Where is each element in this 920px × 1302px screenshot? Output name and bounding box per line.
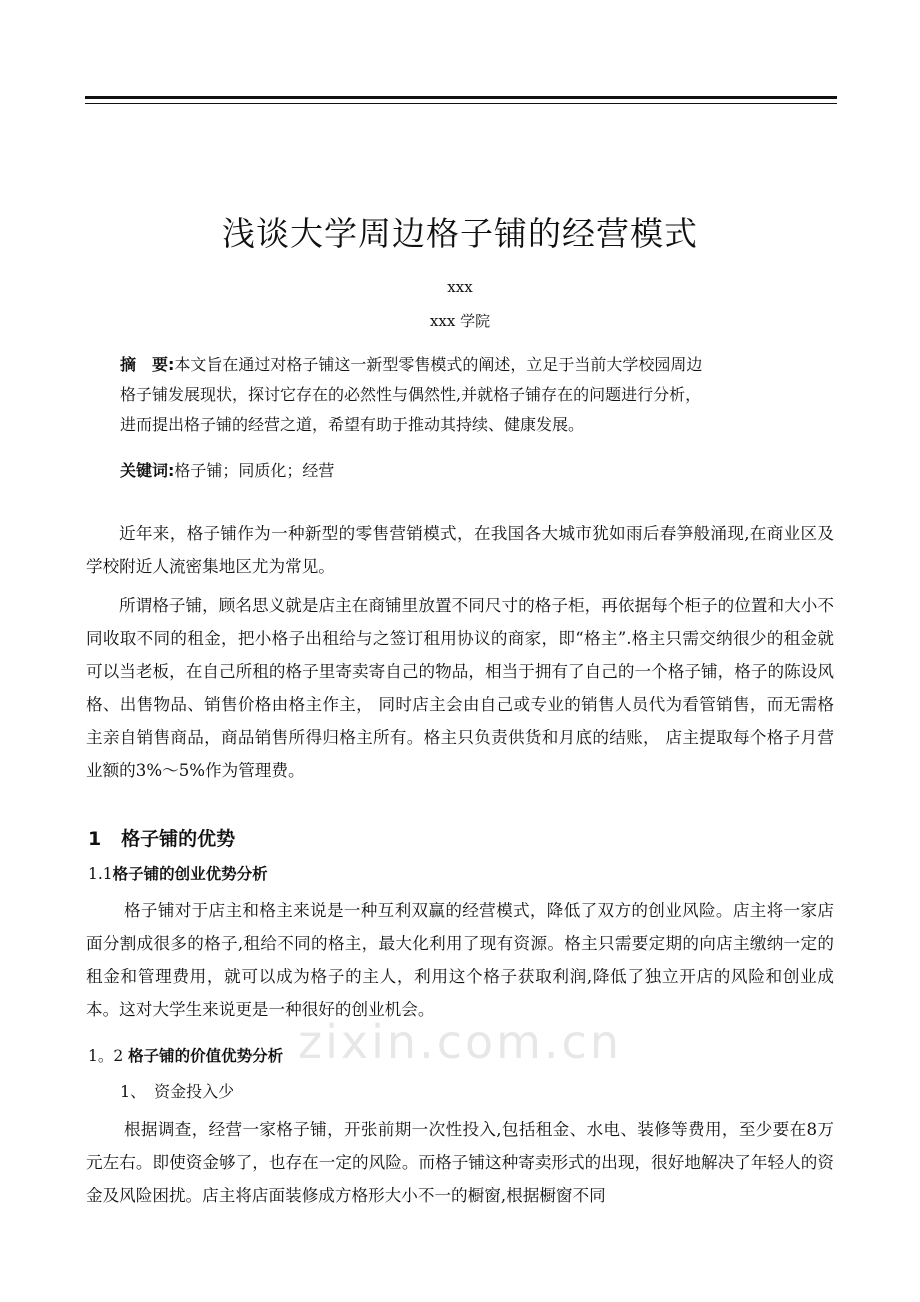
- keywords-text: 格子铺；同质化；经营: [174, 461, 335, 480]
- subsection-number: 1.1: [88, 865, 113, 883]
- abstract-line-3: 进而提出格子铺的经营之道，希望有助于推动其持续、健康发展。: [120, 415, 585, 434]
- section-number: 1: [88, 828, 102, 850]
- abstract-line-1: [120, 350, 820, 380]
- section-heading-1: [88, 824, 235, 851]
- subsection-heading-1-1: [88, 862, 268, 884]
- abstract-label: 摘 要:: [120, 355, 175, 374]
- author: xxx: [447, 278, 473, 296]
- paragraph-capital: 根据调查，经营一家格子铺，开张前期一次性投入,包括租金、水电、装修等费用，至少要在8万元左右。即使资金够了，也存在一定的风险。而格子铺这种寄卖形式的出现，很好地解决了年轻人的资金及风险困扰。店主将店面装修成方格形大小不一的橱窗,根据橱窗不同: [86, 1120, 834, 1205]
- paragraph-definition: 所谓格子铺，顾名思义就是店主在商铺里放置不同尺寸的格子柜，再依据每个柜子的位置和大小不同收取不同的租金，把小格子出租给与之签订租用协议的商家，即“格主”.格主只需交纳很少的租金就可以当老板，在自己所租的格子里寄卖寄自己的物品，相当于拥有了自己的一个格子铺，格子的陈设风格、出售物品、销售价格由格主作主， 同时店主会由自己或专业的销售人员代为看管销售，而无需格主亲自销售商品，商品销售所得归格主所有。格主只负责供货和月底的结账， 店主提取每个格子月营业额的3%～5%作为管理费。: [86, 596, 834, 780]
- section-title: 格子铺的优势: [121, 828, 236, 850]
- abstract-text-1: 本文旨在通过对格子铺这一新型零售模式的阐述，立足于当前大学校园周边: [174, 355, 703, 374]
- paragraph-startup-advantage: 格子铺对于店主和格主来说是一种互利双赢的经营模式，降低了双方的创业风险。店主将一家店面分割成很多的格子,租给不同的格主，最大化利用了现有资源。格主只需要定期的向店主缴纳一定的租金和管理费用，就可以成为格子的主人，利用这个格子获取利润,降低了独立开店的风险和创业成本。这对大学生来说更是一种很好的创业机会。: [86, 901, 834, 1019]
- keywords-label: 关键词:: [120, 461, 175, 480]
- subsection-title: 格子铺的价值优势分析: [128, 1047, 284, 1065]
- header-rule-thick: [85, 96, 837, 99]
- list-item-heading: 1、 资金投入少: [120, 1082, 235, 1101]
- keywords-line: [120, 456, 820, 486]
- header-rule-thin: [85, 103, 837, 104]
- watermark: zixin.com.cn: [297, 1015, 623, 1069]
- affiliation: xxx 学院: [429, 312, 491, 330]
- document-title: 浅谈大学周边格子铺的经营模式: [222, 214, 698, 253]
- paragraph-intro: 近年来，格子铺作为一种新型的零售营销模式，在我国各大城市犹如雨后春笋般涌现,在商业区及学校附近人流密集地区尤为常见。: [86, 524, 834, 576]
- subsection-number: 1。2: [88, 1047, 124, 1065]
- abstract-line-2: 格子铺发展现状，探讨它存在的必然性与偶然性,并就格子铺存在的问题进行分析，: [120, 385, 702, 404]
- subsection-title: 格子铺的创业优势分析: [112, 865, 268, 883]
